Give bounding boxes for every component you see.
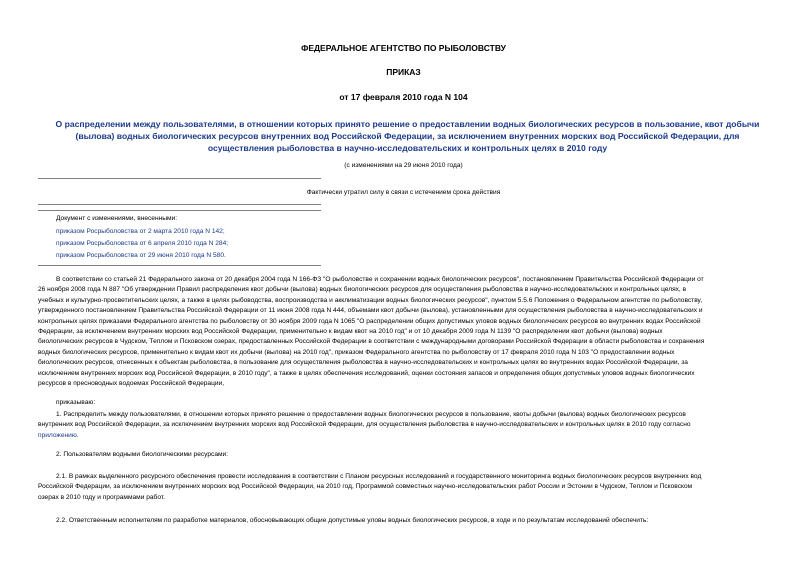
doc-title [50, 118, 765, 154]
preamble-line: 26 ноября 2008 года N 887 "Об утверждении Правил распределения квот добычи (вылова) водных биологических ресурсов для осуществления рыболовства в научно-исследовательских и контрольных целях, в [38, 286, 687, 294]
preamble-line: утвержденного постановлением Правительства Российской Федерации от 11 июня 2008 года N 444, объемами квот добычи (вылова), установленными для осуществления рыболовства в научно-исследовательских и [38, 307, 703, 315]
change-link[interactable]: приказом Росрыболовства от 6 апреля 2010 года N 284; [56, 240, 229, 247]
preamble [38, 275, 769, 389]
item-1-line: 1. Распределить между пользователями, в отношении которых принято решение о предоставлении водных биологических ресурсов в пользование, квоты добычи (вылова) водных биологических ресурсов [56, 411, 686, 418]
title-line: осуществления рыболовства в научно-исследовательских и контрольных целях в 2010 году [207, 143, 608, 153]
agency-name: ФЕДЕРАЛЬНОЕ АГЕНТСТВО ПО РЫБОЛОВСТВУ [301, 43, 506, 53]
annex-link[interactable]: приложению. [38, 431, 79, 439]
preamble-line: учебных и культурно-просветительских целях, а также в целях рыбоводства, воспроизводства и акклиматизации водных биологических ресурсов", пунктом 5.5.6 Положения о Федеральном агентстве по рыболовству, [38, 296, 703, 304]
title-line: О распределении между пользователями, в отношении которых принято решение о предоставлении водных биологических ресурсов в пользование, квот добычи [55, 119, 760, 129]
item-2: 2. Пользователям водными биологическими ресурсами: [56, 451, 229, 458]
doc-type: ПРИКАЗ [386, 67, 421, 77]
item-2-1-line: Российской Федерации, за исключением внутренних морских вод Российской Федерации, на 2010 год, Программой совместных научно-исследовательских работ России и Эстонии в Чудском, Теплом и Псковском [38, 483, 693, 491]
preamble-line: контрольных целях приказами Федерального агентства по рыболовству от 30 ноября 2009 года N 1065 "О распределении общих допустимых уловов водных биологических ресурсов во внутренних водах Российской [38, 317, 701, 325]
divider [38, 204, 321, 205]
preamble-line: биологических ресурсов в Чудском, Теплом и Псковском озерах, предоставленных Российской Федерации в соответствии с международными договорами Российской Федерации в области рыболовства и сохранения [38, 338, 705, 346]
item-1-line: внутренних вод Российской Федерации, за исключением внутренних морских вод Российской Федерации, для осуществления рыболовства в научно-исследовательских и контрольных целях в 2010 году согласно [38, 421, 691, 429]
divider [38, 178, 321, 179]
status-note: Фактически утратил силу в связи с истечением срока действия [306, 189, 501, 196]
doc-date-number: от 17 февраля 2010 года N 104 [339, 92, 468, 102]
item-2-1 [38, 472, 769, 503]
item-2-2: 2.2. Ответственным исполнителям по разработке материалов, обосновывающих общие допустимые уловы водных биологических ресурсов, в ходе и по результатам исследований обеспечить: [56, 517, 649, 524]
preamble-line: ресурсов в пресноводных водоемах Российской Федерации, [38, 380, 225, 388]
change-link[interactable]: приказом Росрыболовства от 29 июня 2010 года N 580. [56, 252, 226, 259]
order-word: приказываю: [56, 399, 96, 406]
preamble-line: исключением внутренних морских вод Российской Федерации, в 2010 году", а также в целях обеспечения исследований, оценки состояния запасов и определения общих допустимых уловов водных биологических [38, 369, 695, 377]
amendments-note: (с изменениями на 29 июня 2010 года) [344, 162, 463, 169]
divider [38, 210, 321, 211]
preamble-line: В соответствии со статьей 21 Федерального закона от 20 декабря 2004 года N 166-ФЗ "О рыболовстве и сохранении водных биологических ресурсов", постановлением Правительства Российской Федерации от [56, 276, 704, 283]
item-2-1-line: озерах в 2010 году и программами работ. [38, 493, 165, 501]
preamble-line: биологических ресурсов, отнесенных к объектам рыболовства, в пользование для осуществления рыболовства в научно-исследовательских и контрольных целях во внутренних водах Российской Федерации, за [38, 359, 688, 367]
item-2-1-line: 2.1. В рамках выделенного ресурсного обеспечения провести исследования в соответствии с Планом ресурсных исследований и государственного мониторинга водных биологических ресурсов внутренних вод [56, 473, 702, 480]
divider [38, 265, 321, 266]
preamble-line: Федерации, за исключением внутренних морских вод Российской Федерации, применительно к видам квот на 2010 год" и от 10 декабря 2009 года N 1139 "О распределении квот добычи (вылова) водных [38, 328, 663, 336]
title-line: (вылова) водных биологических ресурсов внутренних вод Российской Федерации, за исключением внутренних морских вод Российской Федерации, для [75, 131, 740, 141]
preamble-line: водных биологических ресурсов, применительно к видам квот их добычи (вылова) на 2010 год", приказом Федерального агентства по рыболовству от 17 февраля 2010 года N 103 "О предоставлении водных [38, 348, 675, 356]
change-link[interactable]: приказом Росрыболовства от 2 марта 2010 года N 142; [56, 228, 225, 235]
item-1 [38, 410, 769, 441]
changes-intro: Документ с изменениями, внесенными: [56, 215, 178, 222]
